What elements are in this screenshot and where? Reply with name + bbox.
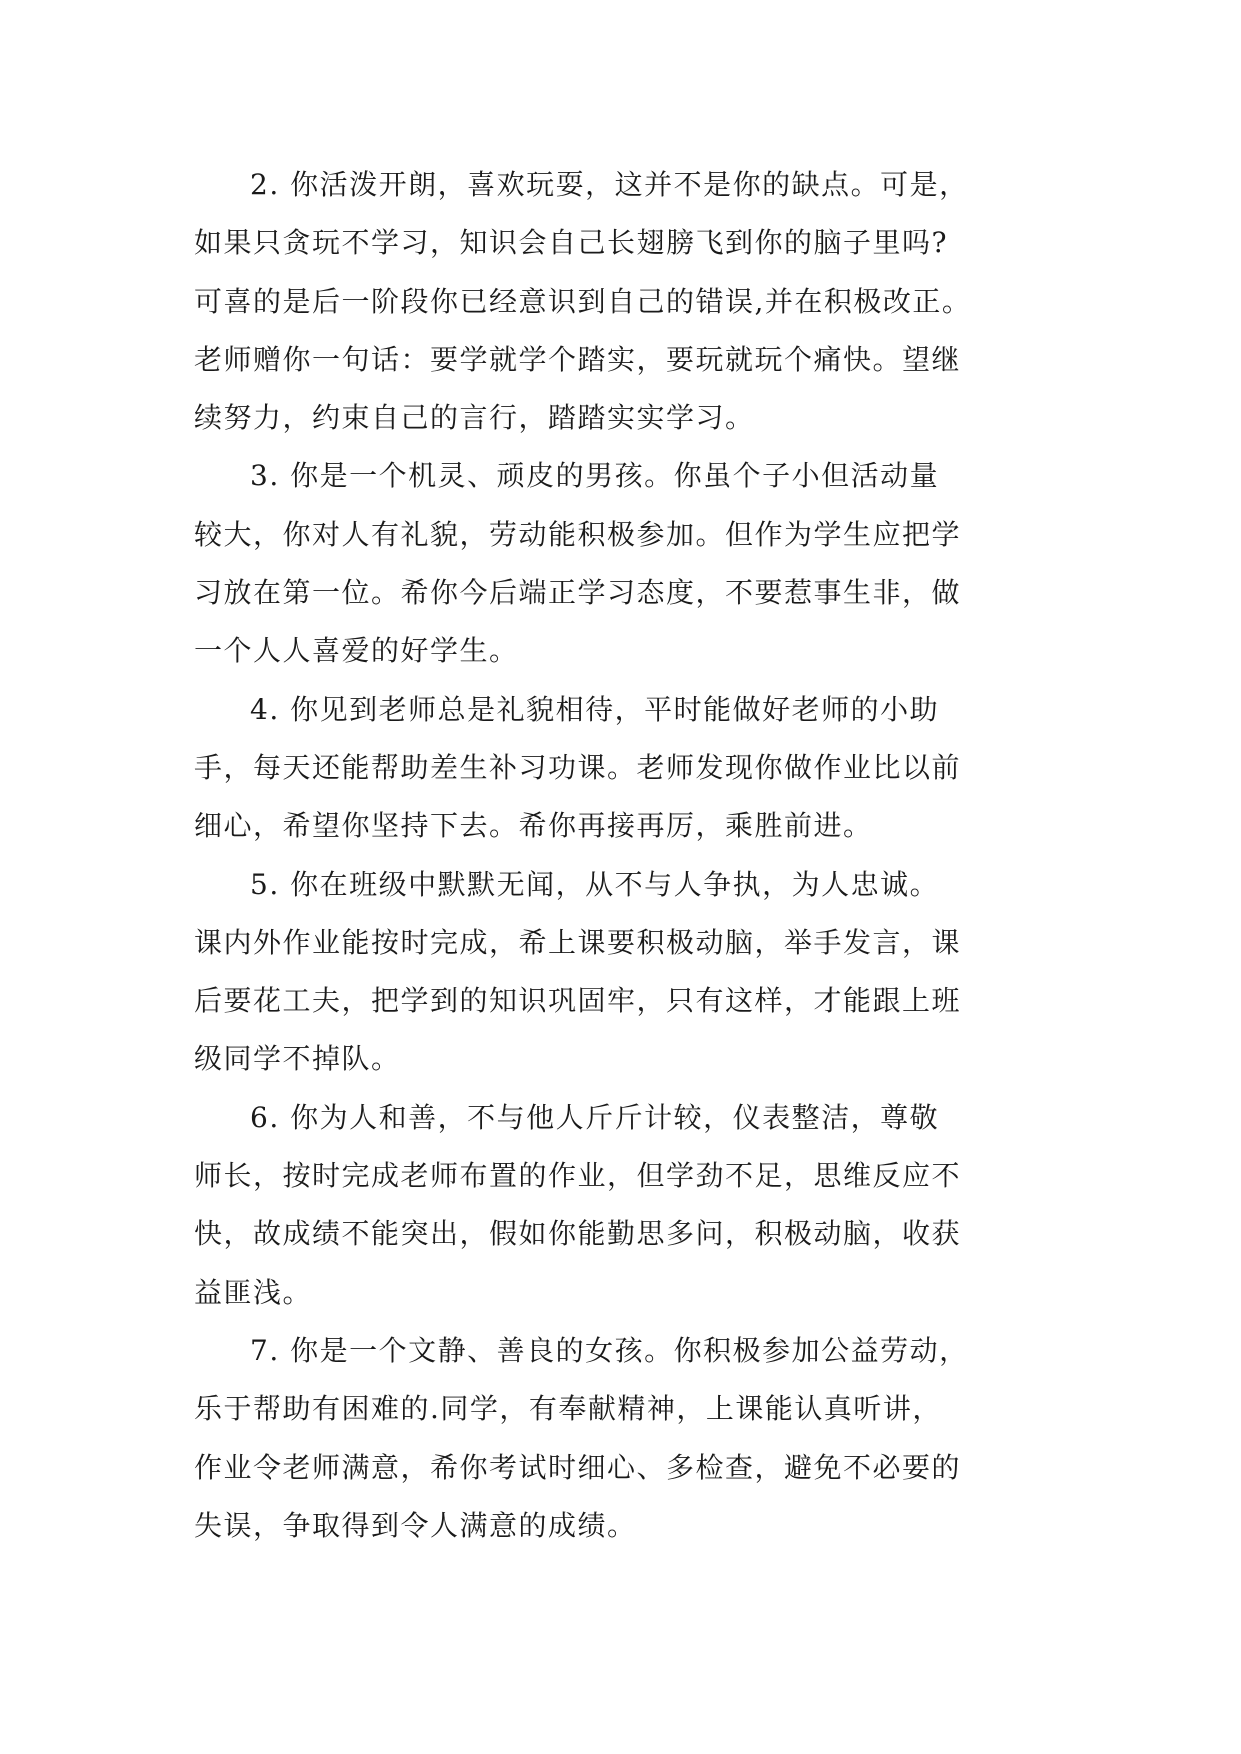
text-line: 续努力，约束自己的言行，踏踏实实学习。 [194,401,755,435]
text-line: 可喜的是后一阶段你已经意识到自己的错误,并在积极改正。 [194,284,972,318]
text-line: 细心，希望你坚持下去。希你再接再厉，乘胜前进。 [194,809,873,843]
text-line: 益匪浅。 [194,1275,313,1309]
text-line: 2. 你活泼开朗，喜欢玩耍，这并不是你的缺点。可是， [250,168,969,201]
text-line: 5. 你在班级中默默无闻，从不与人争执，为人忠诚。 [250,867,940,901]
comment-paragraph-5 [194,856,1094,1089]
document-body [194,156,1094,1555]
text-line: 失误，争取得到令人满意的成绩。 [194,1508,637,1542]
text-line: 如果只贪玩不学习，知识会自己长翅膀飞到你的脑子里吗? [194,226,949,260]
text-line: 老师赠你一句话：要学就学个踏实，要玩就玩个痛快。望继 [194,342,962,376]
text-line: 手，每天还能帮助差生补习功课。老师发现你做作业比以前 [194,750,962,784]
text-line: 6. 你为人和善，不与他人斤斤计较，仪表整洁，尊敬 [250,1100,940,1134]
text-line: 习放在第一位。希你今后端正学习态度，不要惹事生非，做 [194,576,962,610]
text-line: 师长，按时完成老师布置的作业，但学劲不足，思维反应不 [194,1159,962,1193]
text-line: 4. 你见到老师总是礼貌相待，平时能做好老师的小助 [250,692,940,726]
text-line: 级同学不掉队。 [194,1042,401,1076]
comment-paragraph-2 [194,156,1094,447]
text-line: 较大，你对人有礼貌，劳动能积极参加。但作为学生应把学 [194,517,962,551]
text-line: 7. 你是一个文静、善良的女孩。你积极参加公益劳动， [250,1333,969,1367]
text-line: 一个人人喜爱的好学生。 [194,634,519,668]
comment-paragraph-3 [194,447,1094,680]
text-line: 课内外作业能按时完成，希上课要积极动脑，举手发言，课 [194,925,962,959]
text-line: 后要花工夫，把学到的知识巩固牢，只有这样，才能跟上班 [194,984,962,1018]
comment-paragraph-4 [194,681,1094,856]
text-line: 作业令老师满意，希你考试时细心、多检查，避免不必要的 [194,1450,962,1484]
comment-paragraph-7 [194,1322,1094,1555]
text-line: 快，故成绩不能突出，假如你能勤思多问，积极动脑，收获 [194,1217,962,1251]
comment-paragraph-6 [194,1089,1094,1322]
text-line: 3. 你是一个机灵、顽皮的男孩。你虽个子小但活动量 [250,459,940,493]
text-line: 乐于帮助有困难的.同学，有奉献精神，上课能认真听讲， [194,1392,942,1426]
